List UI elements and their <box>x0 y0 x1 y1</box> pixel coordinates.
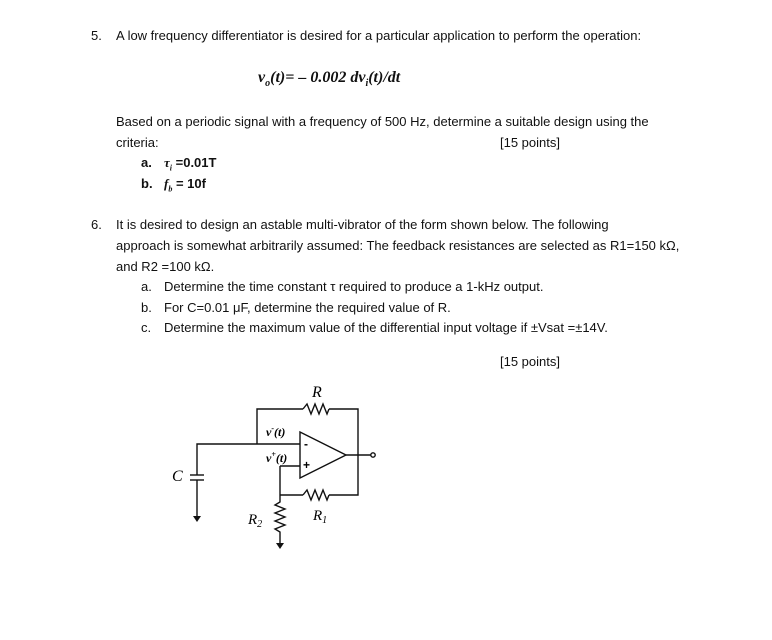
q6-item-b-label: b. <box>141 300 152 315</box>
label-C: C <box>172 468 183 485</box>
q6-item-b-text: For C=0.01 μF, determine the required value of R. <box>164 300 451 315</box>
q6-line3: and R2 =100 kΩ. <box>116 259 215 274</box>
opamp-minus-sign: - <box>304 437 308 451</box>
q5-item-a-text: $\tau_i =0.01T$ <box>164 155 217 173</box>
q6-item-a-text: Determine the time constant τ required to produce a 1-kHz output. <box>164 279 544 294</box>
q5-item-a-label: a. <box>141 155 152 170</box>
q6-item-a-label: a. <box>141 279 152 294</box>
resistor-R1 <box>303 490 329 500</box>
q5-points: [15 points] <box>500 135 560 150</box>
label-v-plus: v+(t) <box>266 450 288 465</box>
opamp-plus-sign: + <box>303 458 311 472</box>
output-terminal <box>371 453 375 457</box>
label-v-minus: v-(t) <box>266 424 286 439</box>
label-R1: $R_1$ <box>313 508 328 526</box>
label-R: R <box>312 384 322 401</box>
q6-item-c-label: c. <box>141 320 152 335</box>
q6-line2: approach is somewhat arbitrarily assumed: The feedback resistances are selected as R1=150 kΩ, <box>116 238 680 253</box>
resistor-R2 <box>275 495 285 546</box>
q6-points: [15 points] <box>500 354 560 369</box>
ground-arrow-r2 <box>276 543 284 549</box>
q6-item-c-text: Determine the maximum value of the differential input voltage if ±Vsat =±14V. <box>164 320 608 335</box>
q5-item-b-label: b. <box>141 176 153 191</box>
q5-text: A low frequency differentiator is desired for a particular application to perform the operation: <box>116 28 642 43</box>
q5-body-line1: Based on a periodic signal with a frequency of 500 Hz, determine a suitable design using the <box>116 114 649 129</box>
q6-number: 6. <box>91 217 102 232</box>
resistor-R <box>303 404 329 414</box>
label-R2: $R_2$ <box>248 512 263 530</box>
ground-arrow-capacitor <box>193 516 201 522</box>
q5-body-line2: criteria: <box>116 135 159 150</box>
q6-line1: It is desired to design an astable multi-vibrator of the form shown below. The following <box>116 217 609 232</box>
q5-item-b-text: $f_b = 10f$ <box>164 176 206 194</box>
q5-formula: $v_o(t)= - 0.002$ $dv_i(t)/dt$ <box>258 69 401 90</box>
q5-number: 5. <box>91 28 102 43</box>
